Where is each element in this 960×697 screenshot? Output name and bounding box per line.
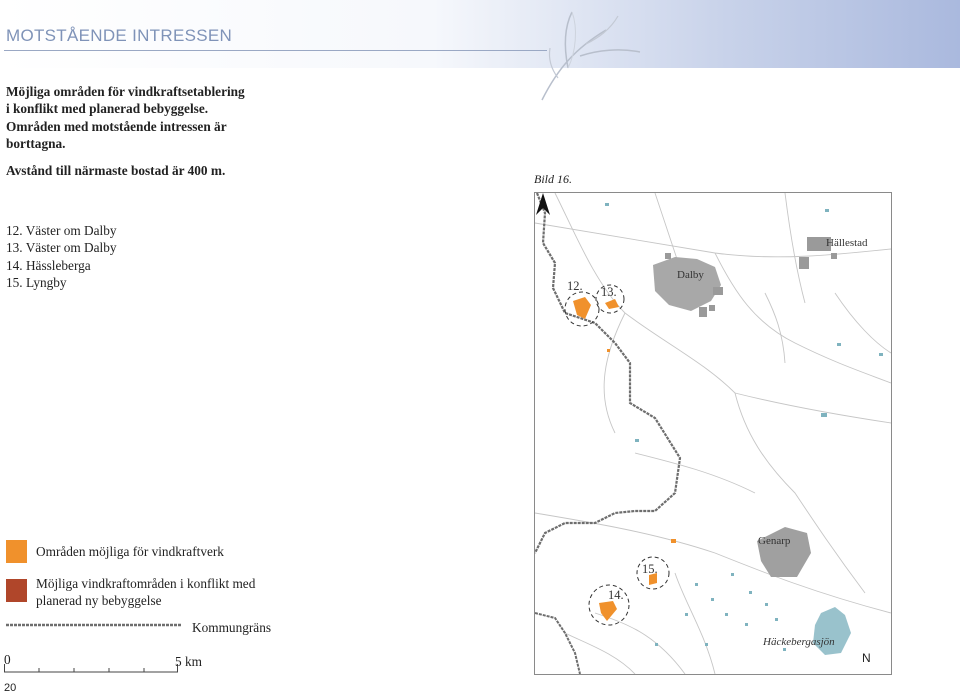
site-item: 13. Väster om Dalby [6, 240, 117, 256]
place-label-hackebergasjon: Häckebergasjön [763, 636, 835, 648]
leaf-logo-icon [528, 8, 648, 103]
small-ponds [605, 203, 883, 651]
dalby-builtup [653, 253, 723, 317]
north-arrow-icon [535, 193, 551, 217]
scale-start-label: 0 [4, 652, 11, 667]
wind-area-small [607, 349, 610, 352]
road-network [535, 193, 891, 674]
wind-area-shapes [573, 297, 676, 621]
site-list [6, 222, 117, 292]
wind-area-13 [605, 299, 619, 309]
site-label-14: 14. [608, 588, 624, 602]
legend-swatch-conflict [6, 579, 27, 602]
site-item: 15. Lyngby [6, 275, 67, 291]
figure-caption: Bild 16. [534, 172, 572, 186]
place-label-hallestad: Hällestad [826, 237, 868, 249]
map-figure [534, 192, 892, 675]
wind-area-14 [599, 601, 617, 621]
intro-line: borttagna. [6, 136, 66, 152]
map-canvas [535, 193, 891, 674]
legend-label-conflict: Möjliga vindkraftområden i konflikt med planerad ny bebyggelse [36, 576, 256, 609]
wind-area-small [671, 539, 676, 543]
page-number: 20 [4, 682, 17, 694]
intro-text [6, 83, 306, 179]
site-label-13: 13. [601, 285, 617, 299]
site-label-15: 15. [642, 562, 658, 576]
legend-label-border: Kommungräns [192, 620, 272, 635]
site-item: 12. Väster om Dalby [6, 223, 117, 238]
legend-border-symbol [6, 622, 182, 628]
intro-line: Områden med motstående intressen är [6, 118, 227, 134]
site-label-12: 12. [567, 279, 583, 293]
site-item: 14. Hässleberga [6, 257, 91, 273]
place-label-genarp: Genarp [758, 535, 791, 547]
municipal-border-line [535, 193, 680, 553]
title-rule [4, 50, 547, 51]
intro-line: i konflikt med planerad bebyggelse. [6, 101, 209, 117]
section-title: MOTSTÅENDE INTRESSEN [6, 26, 233, 45]
distance-note: Avstånd till närmaste bostad är 400 m. [6, 162, 226, 178]
scale-bar [4, 662, 180, 674]
legend-swatch-possible [6, 540, 27, 563]
intro-line: Möjliga områden för vindkraftsetablering [6, 84, 245, 99]
legend-label-possible: Områden möjliga för vindkraftverk [36, 544, 224, 559]
north-label: N [862, 651, 871, 665]
place-label-dalby: Dalby [677, 269, 704, 281]
scale-end-label: 5 km [175, 654, 202, 669]
